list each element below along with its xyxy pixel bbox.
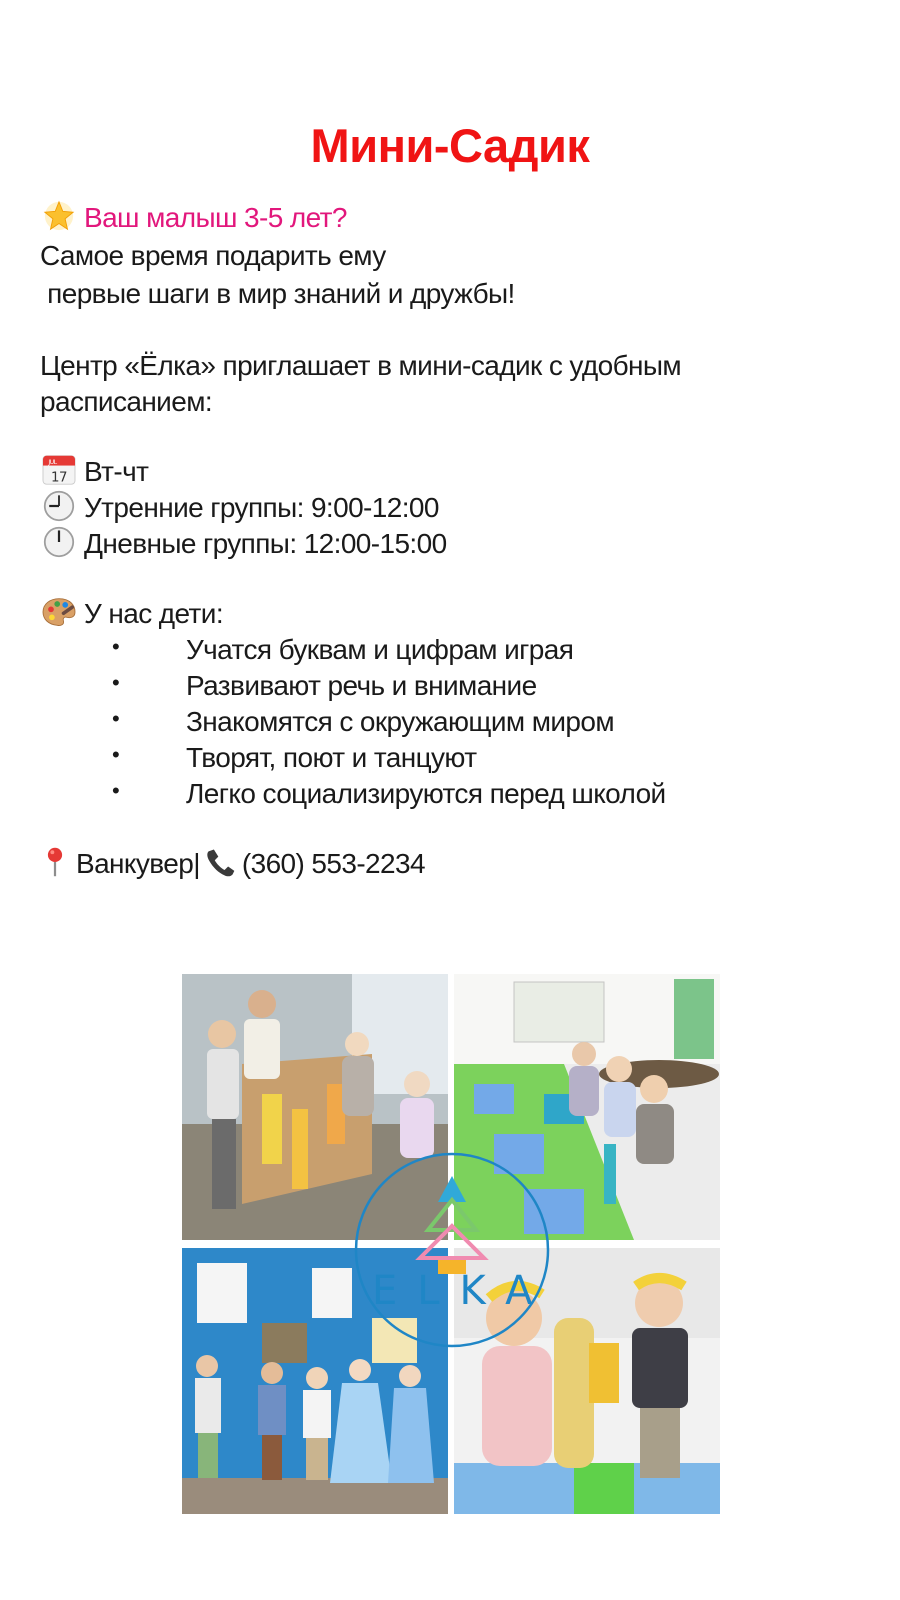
schedule-afternoon: Дневные группы: 12:00-15:00 — [84, 528, 447, 559]
contact-city: Ванкувер — [76, 848, 194, 879]
activity-item: Учатся буквам и цифрам играя — [186, 634, 574, 665]
schedule-days: Вт-чт — [84, 456, 149, 487]
bullet-marker: • — [112, 778, 120, 803]
bullet-marker: • — [112, 634, 120, 659]
contact-phone: (360) 553-2234 — [241, 848, 425, 879]
star-icon — [40, 200, 78, 232]
intro-question-row — [40, 200, 347, 236]
phone-icon — [202, 846, 240, 878]
calendar-icon — [40, 454, 78, 486]
contact-row — [40, 846, 425, 882]
schedule-afternoon-row — [40, 526, 447, 562]
activities-heading-row — [40, 596, 223, 632]
clock-twelve-icon — [40, 526, 78, 558]
schedule-days-row — [40, 454, 148, 490]
palette-icon — [40, 596, 78, 628]
bullet-marker: • — [112, 706, 120, 731]
bullet-marker: • — [112, 742, 120, 767]
activity-item: Знакомятся с окружающим миром — [186, 706, 615, 737]
intro-question: Ваш малыш 3-5 лет? — [84, 202, 347, 233]
invite-line-1: Центр «Ёлка» приглашает в мини-садик с удобным — [40, 350, 682, 381]
pin-icon — [40, 846, 70, 878]
activity-item: Легко социализируются перед школой — [186, 778, 666, 809]
intro-line-2: первые шаги в мир знаний и дружбы! — [40, 278, 515, 309]
schedule-morning: Утренние группы: 9:00-12:00 — [84, 492, 439, 523]
elka-logo — [352, 1150, 552, 1350]
svg-text:17: 17 — [51, 470, 67, 486]
svg-text:JUL: JUL — [48, 458, 57, 466]
activity-item: Творят, поют и танцуют — [186, 742, 477, 773]
photo-collage — [182, 974, 720, 1514]
schedule-morning-row — [40, 490, 439, 526]
bullet-marker: • — [112, 670, 120, 695]
page-title: Мини-Садик — [310, 119, 590, 172]
invite-line-2: расписанием: — [40, 386, 213, 417]
activity-item: Развивают речь и внимание — [186, 670, 537, 701]
clock-nine-icon — [40, 490, 78, 522]
intro-line-1: Самое время подарить ему — [40, 240, 386, 271]
elka-logo-text: ELKA — [372, 1268, 553, 1314]
contact-separator: | — [193, 848, 200, 879]
activities-heading: У нас дети: — [84, 598, 224, 629]
